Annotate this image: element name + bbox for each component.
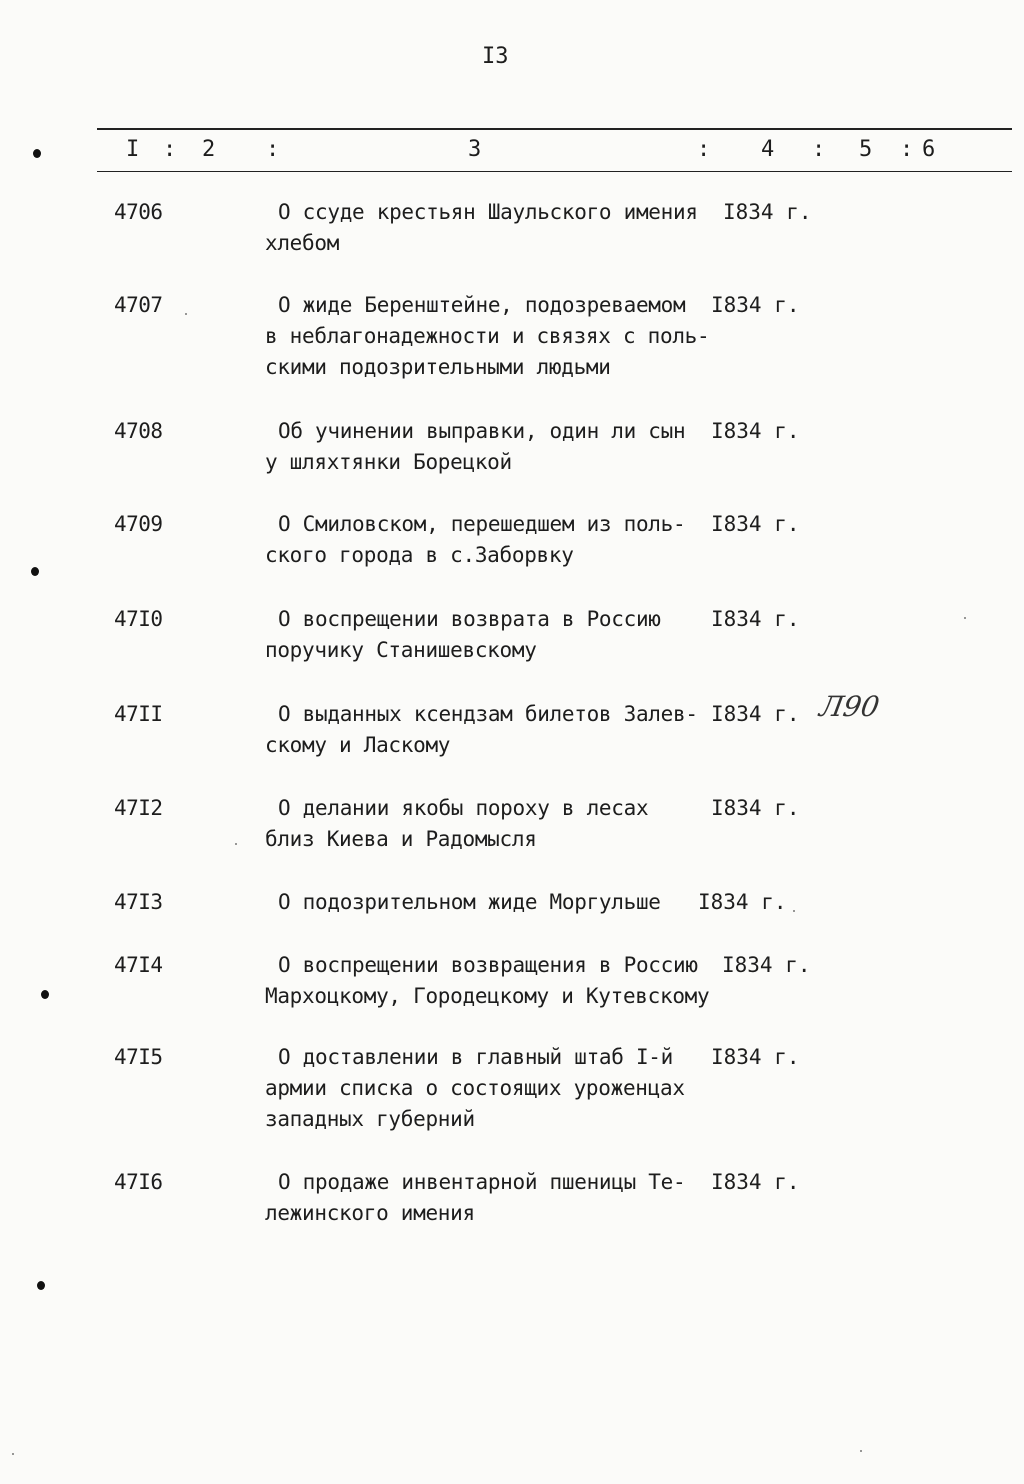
row-year: I834 г.	[711, 1170, 800, 1194]
row-number: 47I3	[114, 890, 163, 914]
row-number: 47I0	[114, 607, 163, 631]
row-year: I834 г.	[711, 1045, 800, 1069]
row-number: 47I5	[114, 1045, 163, 1069]
row-title	[265, 1042, 685, 1135]
page-number: I3	[482, 44, 509, 69]
row-year: I834 г.	[711, 419, 800, 443]
title-line: О воспрещении возвращения в Россию	[278, 953, 698, 977]
title-line: западных губерний	[265, 1107, 475, 1131]
row-number: 4707	[114, 293, 163, 317]
row-title	[265, 793, 648, 855]
title-line: О доставлении в главный штаб I-й	[278, 1045, 673, 1069]
row-year: I834 г.	[711, 607, 800, 631]
table-header-rule	[97, 171, 1012, 172]
row-number: 47I2	[114, 796, 163, 820]
header-separator: :	[697, 137, 711, 162]
row-year: I834 г.	[698, 890, 787, 914]
scan-speck	[185, 313, 187, 315]
title-line: скими подозрительными людьми	[265, 355, 611, 379]
header-col-4: 4	[761, 137, 775, 162]
header-separator: :	[900, 137, 914, 162]
title-line: Мархоцкому, Городецкому и Кутевскому	[265, 984, 710, 1008]
punch-mark	[37, 1281, 45, 1290]
title-line: близ Киева и Радомысля	[265, 827, 537, 851]
title-line: Об учинении выправки, один ли сын	[278, 419, 686, 443]
scan-speck	[964, 617, 966, 619]
header-col-2: 2	[202, 137, 216, 162]
row-year: I834 г.	[711, 702, 800, 726]
row-title	[265, 509, 685, 571]
row-title	[265, 887, 661, 918]
title-line: у шляхтянки Борецкой	[265, 450, 512, 474]
title-line: армии списка о состоящих уроженцах	[265, 1076, 685, 1100]
row-title	[265, 416, 685, 478]
title-line: хлебом	[265, 231, 340, 255]
punch-mark	[33, 149, 41, 158]
row-year: I834 г.	[711, 512, 800, 536]
row-title	[265, 197, 698, 259]
row-title	[265, 290, 709, 383]
title-line: ского города в с.Заборвку	[265, 543, 574, 567]
title-line: О подозрительном жиде Моргульше	[278, 890, 661, 914]
row-title	[265, 604, 661, 666]
row-title	[265, 699, 698, 761]
row-year: I834 г.	[723, 200, 812, 224]
header-col-5: 5	[859, 137, 873, 162]
handwritten-mark: Л90	[817, 690, 882, 723]
title-line: в неблагонадежности и связях с поль-	[265, 324, 710, 348]
scan-speck	[793, 910, 795, 912]
row-title	[265, 950, 709, 1012]
row-number: 4708	[114, 419, 163, 443]
row-title	[265, 1167, 685, 1229]
row-year: I834 г.	[711, 796, 800, 820]
title-line: лежинского имения	[265, 1201, 475, 1225]
title-line: О продаже инвентарной пшеницы Те-	[278, 1170, 686, 1194]
header-separator: :	[163, 137, 177, 162]
scan-speck	[860, 1450, 862, 1452]
row-number: 47I4	[114, 953, 163, 977]
row-number: 47II	[114, 702, 163, 726]
title-line: скому и Ласкому	[265, 733, 451, 757]
header-separator: :	[266, 137, 280, 162]
title-line: О выданных ксендзам билетов Залев-	[278, 702, 698, 726]
scan-speck	[12, 1453, 14, 1455]
header-col-1: I	[126, 137, 140, 162]
row-year: I834 г.	[711, 293, 800, 317]
title-line: поручику Станишевскому	[265, 638, 537, 662]
punch-mark	[31, 567, 39, 576]
title-line: О ссуде крестьян Шаульского имения	[278, 200, 698, 224]
scan-speck	[235, 843, 237, 845]
title-line: О делании якобы пороху в лесах	[278, 796, 649, 820]
punch-mark	[41, 990, 49, 999]
row-number: 4706	[114, 200, 163, 224]
title-line: О воспрещении возврата в Россию	[278, 607, 661, 631]
row-year: I834 г.	[722, 953, 811, 977]
title-line: О Смиловском, перешедшем из поль-	[278, 512, 686, 536]
header-col-3: 3	[468, 137, 482, 162]
header-col-6: 6	[922, 137, 936, 162]
header-separator: :	[812, 137, 826, 162]
row-number: 4709	[114, 512, 163, 536]
title-line: О жиде Беренштейне, подозреваемом	[278, 293, 686, 317]
table-top-rule	[97, 128, 1012, 130]
row-number: 47I6	[114, 1170, 163, 1194]
